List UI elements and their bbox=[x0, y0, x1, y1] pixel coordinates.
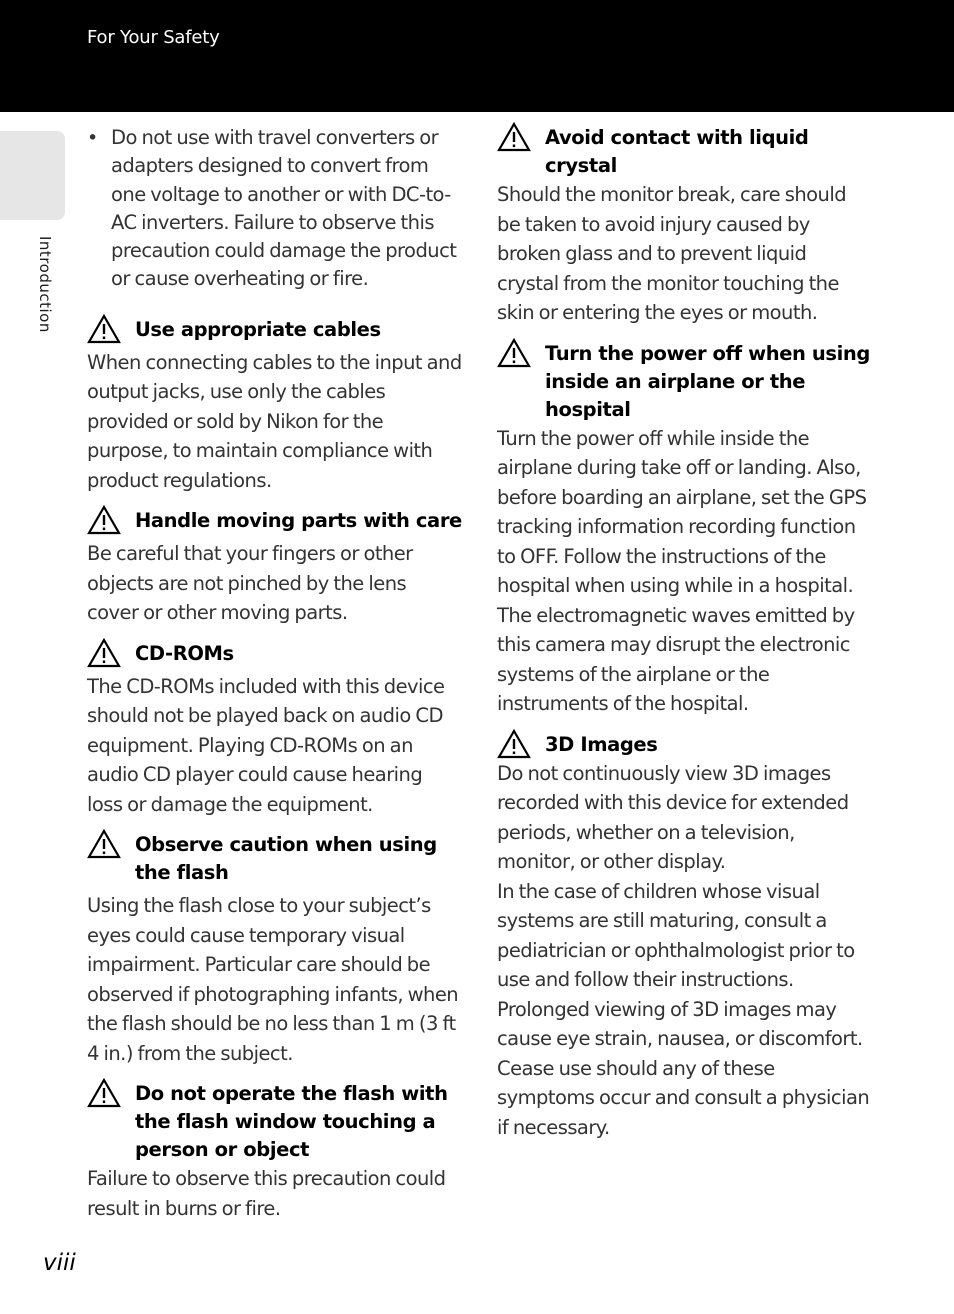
section-flash-caution bbox=[87, 831, 462, 1068]
warning-triangle-icon bbox=[87, 505, 121, 535]
section-cables bbox=[87, 316, 462, 496]
side-tab-label: Introduction bbox=[36, 236, 54, 333]
section-body-3: Prolonged viewing of 3D images may cause eye strain, nausea, or discomfort. Cease use should any of these symptoms occur and consult a physician if necessary. bbox=[497, 997, 870, 1139]
header-bar bbox=[0, 0, 954, 112]
section-body: Do not continuously view 3D images recorded with this device for extended periods, whether on a television, monitor, or other display. bbox=[497, 761, 849, 873]
section-flash-window bbox=[87, 1080, 462, 1223]
warning-triangle-icon bbox=[497, 729, 531, 759]
section-heading: Turn the power off when using inside an airplane or the hospital bbox=[497, 340, 872, 424]
left-column bbox=[87, 124, 462, 1223]
section-body: The CD-ROMs included with this device should not be played back on audio CD equipment. Playing CD-ROMs on an audio CD player could cause hearing loss or damage the equipment. bbox=[87, 674, 445, 816]
section-heading: Use appropriate cables bbox=[87, 316, 462, 344]
section-heading: CD-ROMs bbox=[87, 640, 462, 668]
section-airplane-hospital bbox=[497, 340, 872, 719]
bullet-item bbox=[87, 124, 462, 294]
section-body: Failure to observe this precaution could result in burns or fire. bbox=[87, 1167, 446, 1220]
section-heading: Handle moving parts with care bbox=[87, 507, 462, 535]
section-cd-roms bbox=[87, 640, 462, 820]
right-column bbox=[497, 124, 872, 1142]
bullet-text: Do not use with travel converters or adapters designed to convert from one voltage to another or with DC-to-AC inverters. Failure to observe this precaution could damage the product or cause overheating or fire. bbox=[111, 126, 457, 291]
section-3d-images bbox=[497, 731, 872, 1143]
section-liquid-crystal bbox=[497, 124, 872, 328]
warning-triangle-icon bbox=[87, 638, 121, 668]
header-title: For Your Safety bbox=[87, 27, 220, 48]
section-heading: 3D Images bbox=[497, 731, 872, 759]
section-body: When connecting cables to the input and output jacks, use only the cables provided or sold by Nikon for the purpose, to maintain compliance with product regulations. bbox=[87, 350, 462, 492]
section-heading: Do not operate the flash with the flash window touching a person or object bbox=[87, 1080, 462, 1164]
section-body-2: In the case of children whose visual systems are still maturing, consult a pediatrician or ophthalmologist prior to use and follow their instructions. bbox=[497, 879, 855, 991]
section-body: Using the flash close to your subject’s eyes could cause temporary visual impairment. Particular care should be observed if photographing infants, when the flash should be no less than 1 m (3 ft 4 in.) from the subject. bbox=[87, 894, 459, 1065]
section-body: Be careful that your fingers or other objects are not pinched by the lens cover or other moving parts. bbox=[87, 542, 413, 625]
section-body: Turn the power off while inside the airplane during take off or landing. Also, before boarding an airplane, set the GPS tracking information recording function to OFF. Follow the instructions of the hospital when using while in a hospital. The electromagnetic waves emitted by this camera may disrupt the electronic systems of the airplane or the instruments of the hospital. bbox=[497, 426, 867, 715]
section-heading: Avoid contact with liquid crystal bbox=[497, 124, 872, 180]
bullet-dot-icon: • bbox=[87, 127, 98, 149]
section-body: Should the monitor break, care should be taken to avoid injury caused by broken glass and to prevent liquid crystal from the monitor touching the skin or entering the eyes or mouth. bbox=[497, 183, 847, 324]
warning-triangle-icon bbox=[87, 829, 121, 859]
side-tab bbox=[0, 131, 65, 220]
section-moving-parts bbox=[87, 507, 462, 628]
section-heading: Observe caution when using the flash bbox=[87, 831, 462, 887]
page-number: viii bbox=[43, 1250, 76, 1276]
warning-triangle-icon bbox=[87, 1078, 121, 1108]
warning-triangle-icon bbox=[497, 122, 531, 152]
warning-triangle-icon bbox=[497, 338, 531, 368]
warning-triangle-icon bbox=[87, 314, 121, 344]
